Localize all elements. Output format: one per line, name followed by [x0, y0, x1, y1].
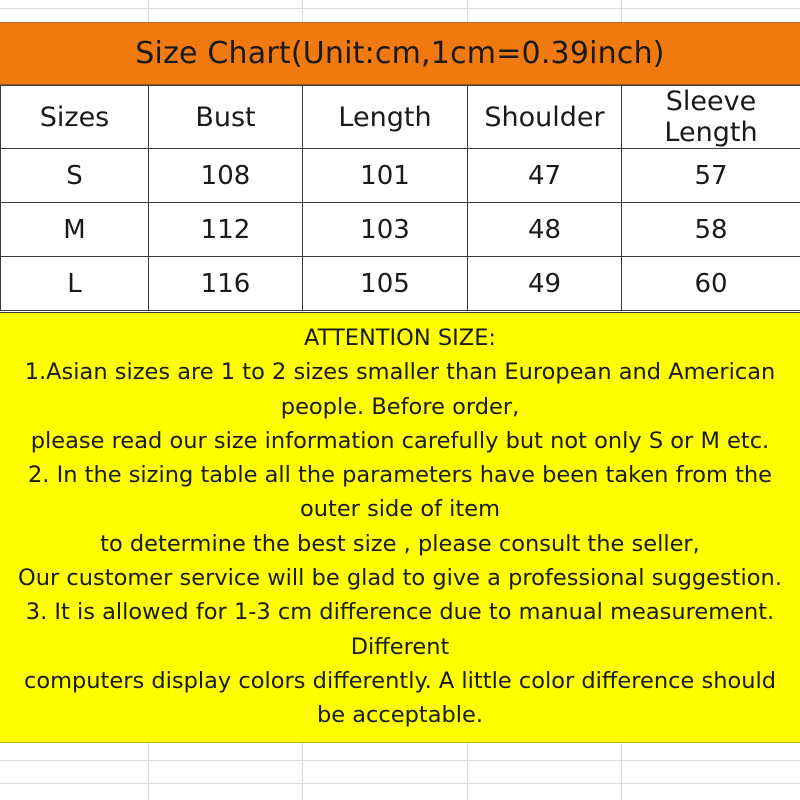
- notice-line: 3. It is allowed for 1-3 cm difference due to manual measurement.: [25, 599, 775, 626]
- header-sizes: Sizes: [1, 86, 149, 149]
- size-table: [0, 85, 800, 311]
- size-chart-title: Size Chart(Unit:cm,1cm=0.39inch): [135, 36, 665, 71]
- cell-sleeve-length: 60: [622, 257, 800, 311]
- cell-length: 103: [303, 203, 468, 257]
- cell-length: 105: [303, 257, 468, 311]
- cell-shoulder: 49: [468, 257, 622, 311]
- cell-size: M: [1, 203, 149, 257]
- header-shoulder: Shoulder: [468, 86, 622, 149]
- cell-bust: 112: [149, 203, 303, 257]
- notice-heading: ATTENTION SIZE:: [304, 325, 496, 351]
- cell-sleeve-length: 58: [622, 203, 800, 257]
- cell-length: 101: [303, 149, 468, 203]
- notice-line: outer side of item: [299, 496, 501, 523]
- attention-notice: [0, 312, 800, 743]
- cell-size: S: [1, 149, 149, 203]
- cell-shoulder: 48: [468, 203, 622, 257]
- header-length: Length: [303, 86, 468, 149]
- notice-line: Different: [350, 633, 450, 660]
- table-row: [1, 257, 800, 311]
- cell-bust: 108: [149, 149, 303, 203]
- notice-line: to determine the best size , please consult the seller,: [100, 530, 700, 557]
- header-bust: Bust: [149, 86, 303, 149]
- notice-line: computers display colors differently. A little color difference should: [23, 667, 777, 694]
- notice-line: 1.Asian sizes are 1 to 2 sizes smaller than European and American: [24, 359, 776, 386]
- table-header-row: [1, 86, 800, 149]
- notice-line: 2. In the sizing table all the parameters have been taken from the: [27, 462, 773, 489]
- cell-bust: 116: [149, 257, 303, 311]
- size-chart-title-bar: [0, 22, 800, 85]
- cell-size: L: [1, 257, 149, 311]
- cell-shoulder: 47: [468, 149, 622, 203]
- notice-line: Our customer service will be glad to give a professional suggestion.: [18, 565, 782, 592]
- table-row: [1, 203, 800, 257]
- cell-sleeve-length: 57: [622, 149, 800, 203]
- notice-line: people. Before order,: [280, 393, 520, 420]
- notice-line: please read our size information carefully but not only S or M etc.: [30, 427, 770, 454]
- table-row: [1, 149, 800, 203]
- notice-line: be acceptable.: [316, 702, 484, 729]
- header-sleeve-length: Sleeve Length: [622, 86, 800, 149]
